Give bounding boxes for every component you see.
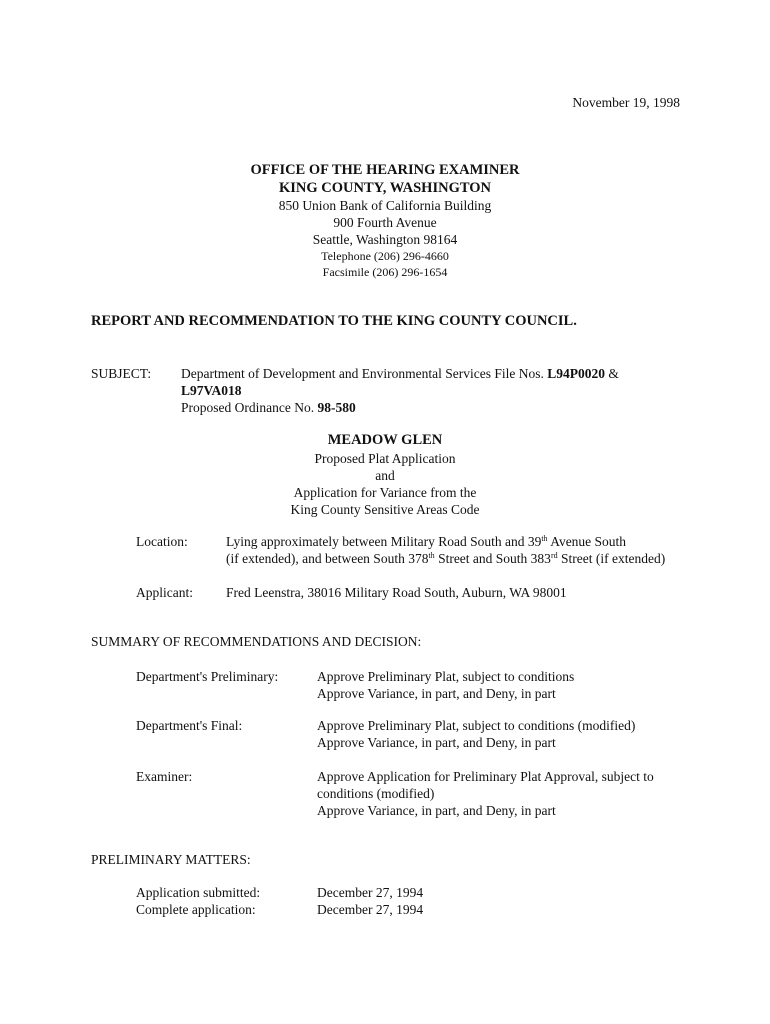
recommendation-label-final: Department's Final: xyxy=(136,718,243,733)
preliminary-matters-values xyxy=(317,884,423,918)
office-building: 850 Union Bank of California Building xyxy=(278,198,492,213)
applicant-value: Fred Leenstra, 38016 Military Road South, Auburn, WA 98001 xyxy=(226,585,567,600)
document-date: November 19, 1998 xyxy=(572,95,680,110)
project-line-3: Application for Variance from the xyxy=(293,485,477,500)
location-line-1 xyxy=(226,533,665,550)
subject-line-1 xyxy=(181,365,619,382)
location-text: (if extended), and between South 378 xyxy=(226,551,429,566)
preliminary-matters-heading: PRELIMINARY MATTERS: xyxy=(91,852,251,867)
recommendation-examiner xyxy=(317,768,654,819)
ordinal-suffix: th xyxy=(428,551,435,560)
preliminary-matters-labels xyxy=(136,884,260,918)
location-line-2 xyxy=(226,550,665,567)
preliminary-matter-date: December 27, 1994 xyxy=(317,902,424,917)
preliminary-matter-label: Application submitted: xyxy=(136,885,261,900)
project-block xyxy=(185,430,585,518)
recommendation-line: Approve Application for Preliminary Plat Approval, subject to xyxy=(317,769,654,784)
applicant-label: Applicant: xyxy=(136,585,193,600)
office-facsimile: Facsimile (206) 296-1654 xyxy=(322,265,448,279)
project-line-1: Proposed Plat Application xyxy=(314,451,456,466)
ordinal-suffix: rd xyxy=(550,551,558,560)
office-header xyxy=(185,161,585,280)
recommendation-line: Approve Variance, in part, and Deny, in part xyxy=(317,735,556,750)
subject-file-number-2: L97VA018 xyxy=(181,383,242,398)
subject-ordinance-number: 98-580 xyxy=(317,400,356,415)
subject-body xyxy=(181,365,619,416)
subject-file-number-1: L94P0020 xyxy=(547,366,606,381)
project-line-2: and xyxy=(375,468,395,483)
recommendation-preliminary xyxy=(317,668,574,702)
recommendation-final xyxy=(317,717,635,751)
subject-ordinance-line xyxy=(181,399,619,416)
office-street: 900 Fourth Avenue xyxy=(333,215,437,230)
office-city: Seattle, Washington 98164 xyxy=(312,232,458,247)
preliminary-matter-label: Complete application: xyxy=(136,902,256,917)
location-text: Lying approximately between Military Road South and 39 xyxy=(226,534,542,549)
subject-ordinance-text: Proposed Ordinance No. xyxy=(181,400,318,415)
report-title: REPORT AND RECOMMENDATION TO THE KING COUNTY COUNCIL. xyxy=(91,313,577,329)
office-name: OFFICE OF THE HEARING EXAMINER xyxy=(250,162,520,178)
location-body xyxy=(226,533,665,567)
location-label: Location: xyxy=(136,534,188,549)
office-county: KING COUNTY, WASHINGTON xyxy=(278,180,492,196)
subject-label: SUBJECT: xyxy=(91,366,152,381)
ordinal-suffix: th xyxy=(541,534,548,543)
location-text: Street (if extended) xyxy=(557,551,666,566)
recommendation-line: Approve Variance, in part, and Deny, in part xyxy=(317,803,556,818)
recommendation-label-preliminary: Department's Preliminary: xyxy=(136,669,279,684)
recommendation-line: Approve Preliminary Plat, subject to conditions xyxy=(317,669,575,684)
subject-department-text: Department of Development and Environmental Services File Nos. xyxy=(181,366,548,381)
summary-heading: SUMMARY OF RECOMMENDATIONS AND DECISION: xyxy=(91,634,422,649)
recommendation-line: Approve Preliminary Plat, subject to conditions (modified) xyxy=(317,718,636,733)
location-text: Street and South 383 xyxy=(434,551,551,566)
subject-ampersand: & xyxy=(605,366,619,381)
recommendation-line: Approve Variance, in part, and Deny, in part xyxy=(317,686,556,701)
office-telephone: Telephone (206) 296-4660 xyxy=(321,249,449,263)
preliminary-matter-date: December 27, 1994 xyxy=(317,885,424,900)
project-name: MEADOW GLEN xyxy=(327,432,443,448)
project-line-4: King County Sensitive Areas Code xyxy=(290,502,480,517)
recommendation-line: conditions (modified) xyxy=(317,786,435,801)
recommendation-label-examiner: Examiner: xyxy=(136,769,193,784)
location-text: Avenue South xyxy=(547,534,627,549)
